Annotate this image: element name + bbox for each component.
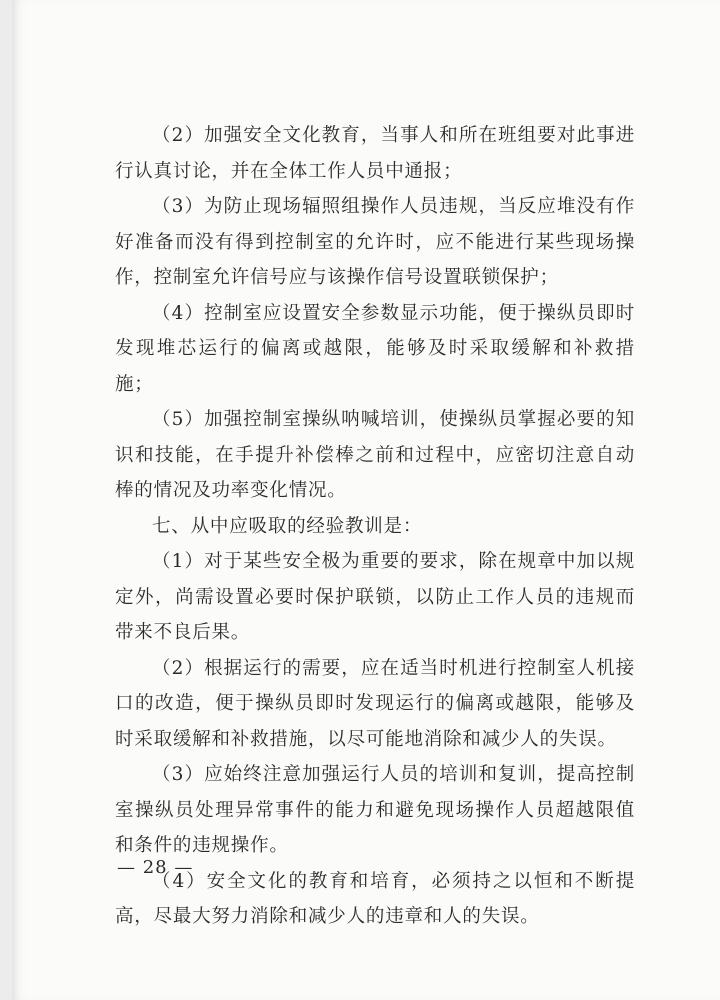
document-page: [12, 0, 720, 1000]
lesson-item-3: （3）应始终注意加强运行人员的培训和复训，提高控制室操纵员处理异常事件的能力和避免现场操作人员超越限值和条件的违规操作。: [115, 764, 635, 856]
lesson-item-2: （2）根据运行的需要，应在适当时机进行控制室人机接口的改造，便于操纵员即时发现运行的偏离或越限，能够及时采取缓解和补救措施，以尽可能地消除和减少人的失误。: [115, 657, 635, 750]
page-number: — 28 —: [117, 857, 194, 878]
lesson-item-4: （4）安全文化的教育和培育，必须持之以恒和不断提高，尽最大努力消除和减少人的违章和人的失误。: [115, 870, 635, 927]
document-body: [115, 118, 635, 935]
paragraph-item-4: （4）控制室应设置安全参数显示功能，便于操纵员即时发现堆芯运行的偏离或越限，能够及时采取缓解和补救措施；: [115, 302, 635, 395]
paragraph-item-2: （2）加强安全文化教育，当事人和所在班组要对此事进行认真讨论，并在全体工作人员中通报；: [115, 125, 635, 182]
paragraph-item-5: （5）加强控制室操纵呐喊培训，使操纵员掌握必要的知识和技能，在手提升补偿棒之前和过程中，应密切注意自动棒的情况及功率变化情况。: [115, 409, 635, 501]
paragraph-item-3: （3）为防止现场辐照组操作人员违规，当反应堆没有作好准备而没有得到控制室的允许时，应不能进行某些现场操作，控制室允许信号应与该操作信号设置联锁保护；: [115, 196, 635, 288]
lesson-item-1: （1）对于某些安全极为重要的要求，除在规章中加以规定外，尚需设置必要时保护联锁，以防止工作人员的违规而带来不良后果。: [115, 551, 635, 643]
section-heading: 七、从中应吸取的经验教训是：: [152, 515, 423, 537]
